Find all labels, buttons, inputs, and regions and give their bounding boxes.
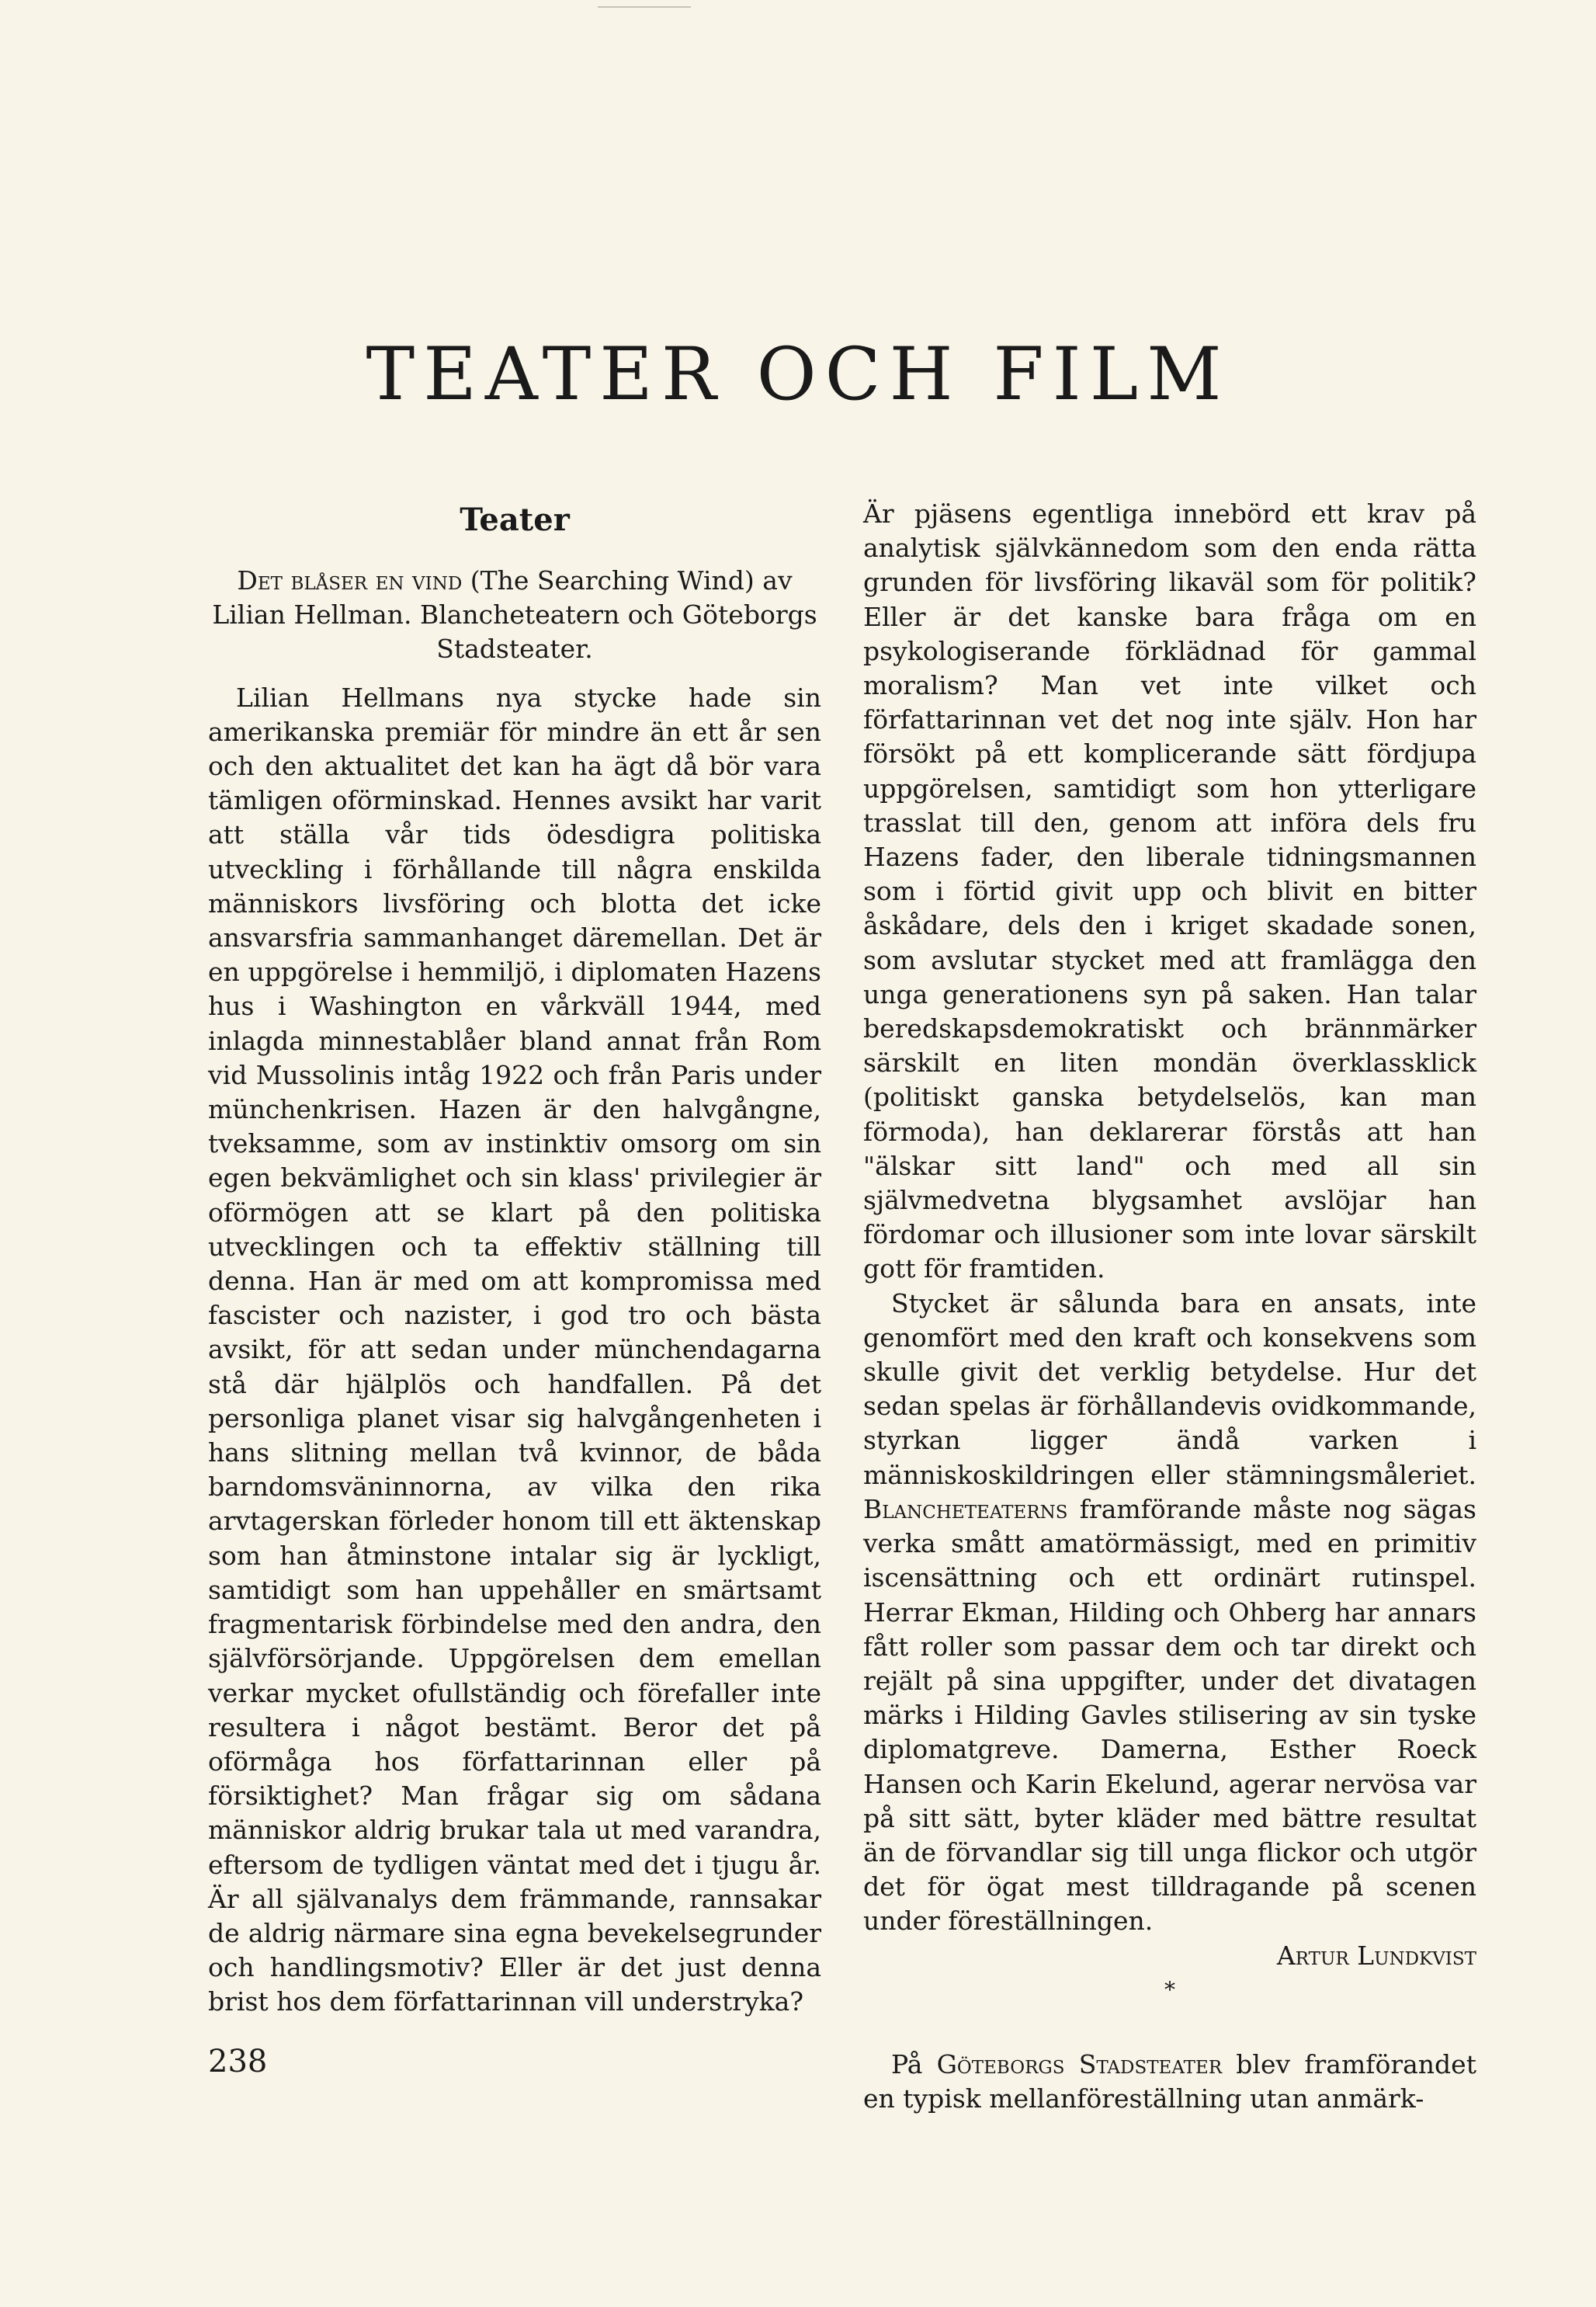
page-title: TEATER OCH FILM: [366, 332, 1230, 417]
review-paragraph-3-end: framförande måste nog sägas verka smått amatörmässigt, med en primitiv iscensättning och ett ordinärt rutinspel. Herrar Ekman, Hilding och Ohberg har annars fått roller som passar dem och tar direkt och rejält på sina uppgifter, under det divatagen märks i Hilding Gavles stilisering av sin tyske diplomatgreve. Damerna, Esther Roeck Hansen och Karin Ekelund, agerar nervösa var på sitt sätt, byter kläder med bättre resultat än de förvandlar sig till unga flickor och utgör det för ögat mest tilldragande på scenen under föreställningen.: [863, 1493, 1476, 1937]
review-paragraph-2: Är pjäsens egentliga innebörd ett krav på analytisk självkännedom som den enda rätta grunden för livsföring likaväl som för politik? Eller är det kanske bara fråga om en psykologiserande förklädnad för gammal moralism? Man vet inte vilket och författarinnan vet det nog inte själv. Hon har försökt på ett komplicerande sätt fördjupa uppgörelsen, samtidigt som hon ytterligare trasslat till den, genom att införa dels fru Hazens fader, den liberale tidningsmannen som i förtid givit upp och blivit en bitter åskådare, dels den i kriget skadade sonen, som avslutar stycket med att framlägga den unga generationens syn på saken. Han talar beredskapsdemokratiskt och brännmärker särskilt en liten mondän överklassklick (politiskt ganska betydelselös, kan man förmoda), han deklarerar förstås att han "älskar sitt land" och med all sin självmedvetna blygsamhet avslöjar han fördomar och illusioner som inte lovar särskilt gott för framtiden.: [863, 499, 1476, 1284]
page-number: 238: [208, 2044, 268, 2079]
next-review-intro: På: [891, 2048, 937, 2079]
theatre-name-blanche: Blancheteaterns: [863, 1493, 1068, 1524]
review-paragraph-3: [863, 1287, 1476, 1939]
section-heading: Teater: [460, 502, 570, 538]
review-paragraph-3-start: Stycket är sålunda bara en ansats, inte genomfört med den kraft och konsekvens som skulle givit det verklig betydelse. Hur det sedan spelas är förhållandevis ovidkommande, styrkan ligger ändå varken i människoskildringen eller stämningsmåleriet.: [863, 1287, 1476, 1490]
author-signature: Artur Lundkvist: [1276, 1940, 1476, 1971]
left-column: [208, 497, 821, 2020]
review-paragraph-1: Lilian Hellmans nya stycke hade sin amerikanska premiär för mindre än ett år sen och den aktualitet det kan ha ägt då bör vara tämligen oförminskad. Hennes avsikt har varit att ställa vår tids ödesdigra politiska utveckling i förhållande till några enskilda människors livsföring och blotta det icke ansvarsfria sammanhanget däremellan. Det är en uppgörelse i hemmiljö, i diplomaten Hazens hus i Washington en vårkväll 1944, med inlagda minnestablåer bland annat från Rom vid Mussolinis intåg 1922 och från Paris under münchenkrisen. Hazen är den halvgångne, tveksamme, som av instinktiv omsorg om sin egen bekvämlighet och sin klass' privilegier är oförmögen att se klart på den politiska utvecklingen och ta effektiv ställning till denna. Han är med om att kompromissa med fascister och nazister, i god tro och bästa avsikt, för att sedan under münchendagarna stå där hjälplös och handfallen. På det personliga planet visar sig halvgångenheten i hans slitning mellan två kvinnor, de båda barndomsväninnorna, av vilka den rika arvtagerskan förleder honom till ett äktenskap som han åtminstone intalar sig är lyckligt, samtidigt som han uppehåller en smärtsamt fragmentarisk förbindelse med den andra, den självförsörjande. Uppgörelsen dem emellan verkar mycket ofullständig och förefaller inte resultera i något bestämt. Beror det på oförmåga hos författarinnan eller på försiktighet? Man frågar sig om sådana människor aldrig brukar tala ut med varandra, eftersom de tydligen väntat med det i tjugu år. Är all självanalys dem främmande, rannsakar de aldrig närmare sina egna bevekelsegrunder och handlingsmotiv? Eller är det just denna brist hos dem författarinnan vill understryka?: [208, 682, 821, 2017]
play-info-details: (The Searching Wind) av Lilian Hellman. Blancheteatern och Göteborgs Stadsteater.: [212, 565, 817, 665]
right-column: [863, 497, 1476, 2116]
play-title: Det blåser en vind: [237, 565, 463, 596]
theatre-name-goteborg: Göteborgs Stadsteater: [936, 2048, 1223, 2079]
play-info: [208, 564, 821, 667]
next-review-rest: blev framförandet en typisk mellanföreställning utan anmärk-: [863, 2048, 1476, 2114]
next-review-paragraph: [863, 2048, 1476, 2116]
section-separator: *: [1164, 1976, 1175, 2003]
scan-mark: [598, 6, 691, 8]
